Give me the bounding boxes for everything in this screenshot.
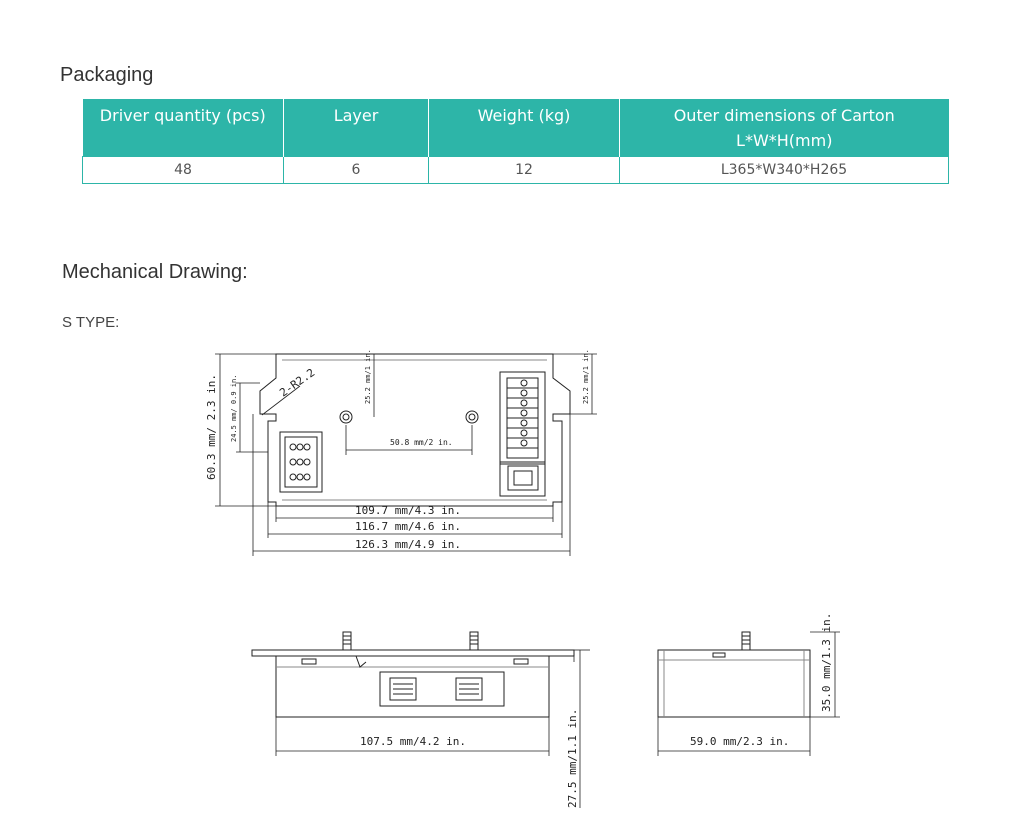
col-header-layer: Layer bbox=[284, 99, 429, 157]
dim-top-offset-right: 25.2 mm/1 in. bbox=[582, 349, 590, 404]
front-view-dimensions bbox=[276, 650, 590, 808]
col-header-dimensions: Outer dimensions of Carton L*W*H(mm) bbox=[620, 99, 949, 157]
cell-layer: 6 bbox=[284, 157, 429, 184]
side-view-outline bbox=[658, 632, 810, 717]
col-header-quantity: Driver quantity (pcs) bbox=[83, 99, 284, 157]
dim-side-height: 35.0 mm/1.3 in. bbox=[820, 612, 833, 712]
cell-dimensions: L365*W340*H265 bbox=[620, 157, 949, 184]
dim-front-width: 107.5 mm/4.2 in. bbox=[360, 735, 466, 748]
front-view-outline bbox=[252, 632, 574, 717]
type-label: S TYPE: bbox=[62, 314, 120, 331]
dim-width-inner: 109.7 mm/4.3 in. bbox=[355, 504, 461, 517]
dim-hole-offset: 24.5 mm/ 0.9 in. bbox=[230, 374, 238, 442]
col-header-weight: Weight (kg) bbox=[429, 99, 620, 157]
packaging-title: Packaging bbox=[60, 64, 154, 86]
cell-weight: 12 bbox=[429, 157, 620, 184]
dim-hole-spacing: 50.8 mm/2 in. bbox=[390, 438, 453, 447]
dim-width-outer: 126.3 mm/4.9 in. bbox=[355, 538, 461, 551]
right-terminal-strip bbox=[500, 372, 545, 496]
dim-radius: 2-R2.2 bbox=[277, 366, 318, 400]
cell-quantity: 48 bbox=[83, 157, 284, 184]
dim-side-width: 59.0 mm/2.3 in. bbox=[690, 735, 790, 748]
dim-front-height: 27.5 mm/1.1 in. bbox=[566, 708, 579, 808]
mechanical-title: Mechanical Drawing: bbox=[62, 261, 248, 283]
dim-width-mid: 116.7 mm/4.6 in. bbox=[355, 520, 461, 533]
dim-top-offset-left: 25.2 mm/1 in. bbox=[364, 349, 372, 404]
left-terminal-block bbox=[280, 432, 322, 492]
dim-overall-height: 60.3 mm/ 2.3 in. bbox=[205, 374, 218, 480]
mounting-holes bbox=[340, 411, 478, 423]
